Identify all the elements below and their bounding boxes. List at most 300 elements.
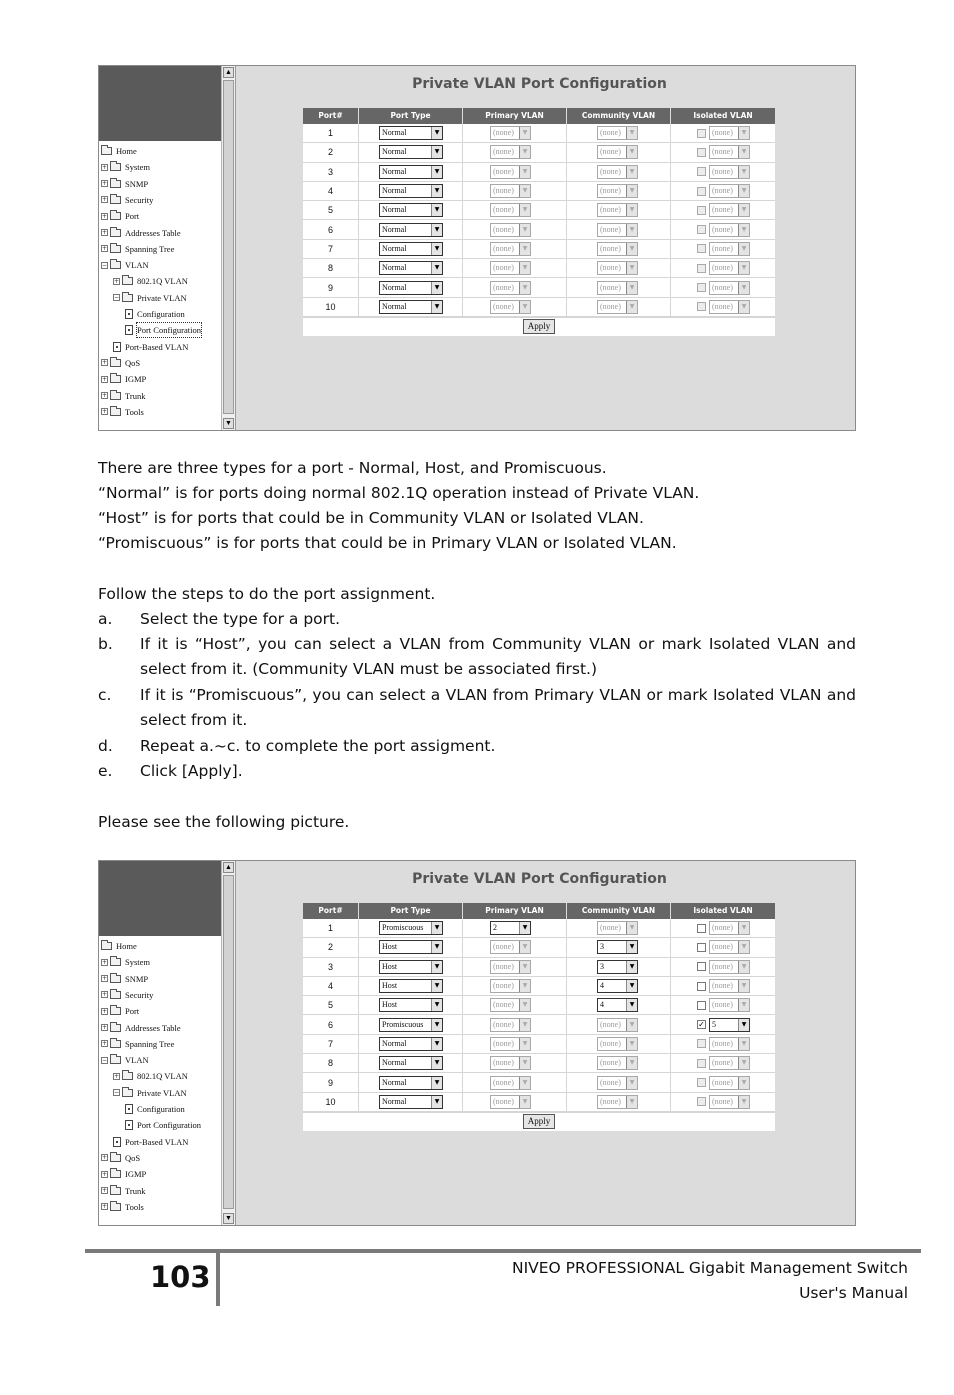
tree-item[interactable]	[101, 1184, 145, 1198]
chevron-down-icon[interactable]: ▼	[431, 941, 442, 953]
isolated-vlan-select[interactable]	[709, 184, 750, 198]
isolated-vlan-cell	[671, 1093, 775, 1111]
tree-item[interactable]	[113, 291, 187, 305]
chevron-down-icon[interactable]: ▼	[626, 1077, 637, 1089]
chevron-down-icon[interactable]: ▼	[431, 1038, 442, 1050]
primary-vlan-select[interactable]	[490, 145, 531, 159]
chevron-down-icon[interactable]: ▼	[738, 922, 749, 934]
expand-icon[interactable]: +	[102, 1040, 108, 1048]
port-type-select[interactable]	[379, 998, 443, 1012]
isolated-checkbox[interactable]	[697, 129, 706, 138]
chevron-down-icon[interactable]: ▼	[738, 146, 749, 158]
tree-item[interactable]	[101, 193, 153, 207]
scroll-down-icon[interactable]: ▼	[223, 1213, 234, 1224]
chevron-down-icon[interactable]: ▼	[626, 243, 637, 255]
port-type-select-value: Normal	[382, 301, 407, 311]
port-type-select[interactable]	[379, 242, 443, 256]
port-type-select[interactable]	[379, 184, 443, 198]
primary-vlan-select[interactable]	[490, 979, 531, 993]
expand-icon[interactable]: +	[102, 975, 108, 983]
tree-item[interactable]	[125, 1102, 185, 1116]
scroll-up-icon[interactable]: ▲	[223, 862, 234, 873]
chevron-down-icon[interactable]: ▼	[431, 999, 442, 1011]
intro-line: “Host” is for ports that could be in Community VLAN or Isolated VLAN.	[98, 509, 644, 527]
port-type-select[interactable]	[379, 126, 443, 140]
isolated-checkbox[interactable]	[697, 187, 706, 196]
chevron-down-icon[interactable]: ▼	[738, 1019, 749, 1031]
port-number: 8	[303, 1054, 359, 1072]
tree-item[interactable]	[101, 988, 153, 1002]
chevron-down-icon[interactable]: ▼	[738, 127, 749, 139]
chevron-down-icon[interactable]: ▼	[519, 1077, 530, 1089]
isolated-vlan-cell	[671, 259, 775, 277]
isolated-checkbox[interactable]	[697, 1039, 706, 1048]
sidebar-scrollbar[interactable]	[221, 66, 235, 430]
isolated-checkbox[interactable]	[697, 1001, 706, 1010]
chevron-down-icon[interactable]: ▼	[738, 961, 749, 973]
primary-vlan-cell	[463, 143, 567, 161]
chevron-down-icon[interactable]: ▼	[738, 1077, 749, 1089]
chevron-down-icon[interactable]: ▼	[431, 980, 442, 992]
chevron-down-icon[interactable]: ▼	[626, 941, 637, 953]
community-vlan-select[interactable]	[597, 1095, 638, 1109]
intro-line: “Promiscuous” is for ports that could be in Primary VLAN or Isolated VLAN.	[98, 534, 677, 552]
port-type-select[interactable]	[379, 979, 443, 993]
primary-vlan-select-value: (none)	[493, 1096, 514, 1106]
isolated-checkbox[interactable]	[697, 225, 706, 234]
tree-item-label: IGMP	[125, 1169, 147, 1180]
sidebar-scrollbar[interactable]	[221, 861, 235, 1225]
collapse-icon[interactable]: −	[102, 1056, 108, 1064]
community-vlan-cell	[567, 298, 671, 316]
primary-vlan-select[interactable]	[490, 960, 531, 974]
isolated-vlan-select-value: (none)	[712, 923, 733, 933]
port-type-select-value: Host	[382, 981, 398, 991]
tree-item-label: Spanning Tree	[125, 243, 175, 254]
primary-vlan-select[interactable]	[490, 998, 531, 1012]
primary-vlan-select[interactable]	[490, 126, 531, 140]
column-header: Primary VLAN	[463, 108, 567, 124]
tree-item[interactable]	[125, 307, 185, 321]
expand-icon[interactable]: +	[114, 1072, 120, 1080]
tree-item[interactable]	[101, 1053, 149, 1067]
chevron-down-icon[interactable]: ▼	[519, 204, 530, 216]
tree-item[interactable]	[101, 356, 140, 370]
chevron-down-icon[interactable]: ▼	[738, 204, 749, 216]
folder-icon	[122, 294, 133, 302]
tree-item[interactable]	[101, 177, 148, 191]
chevron-down-icon[interactable]: ▼	[626, 204, 637, 216]
expand-icon[interactable]: +	[102, 359, 108, 367]
chevron-down-icon[interactable]: ▼	[738, 282, 749, 294]
port-type-select[interactable]	[379, 960, 443, 974]
port-type-select[interactable]	[379, 1018, 443, 1032]
apply-button[interactable]: Apply	[523, 319, 556, 334]
primary-vlan-select[interactable]	[490, 281, 531, 295]
collapse-icon[interactable]: −	[114, 294, 120, 302]
tree-item[interactable]	[125, 1118, 201, 1132]
primary-vlan-select[interactable]	[490, 223, 531, 237]
isolated-checkbox[interactable]	[697, 167, 706, 176]
isolated-vlan-select[interactable]	[709, 1037, 750, 1051]
community-vlan-select[interactable]	[597, 979, 638, 993]
isolated-checkbox[interactable]	[697, 283, 706, 292]
tree-item-label: Tools	[125, 406, 144, 417]
expand-icon[interactable]: +	[102, 212, 108, 220]
tree-item[interactable]	[101, 1200, 144, 1214]
port-type-select[interactable]	[379, 1076, 443, 1090]
footer-line: NIVEO PROFESSIONAL Gigabit Management Switch	[511, 1259, 908, 1277]
chevron-down-icon[interactable]: ▼	[626, 999, 637, 1011]
isolated-checkbox[interactable]	[697, 943, 706, 952]
isolated-checkbox[interactable]	[697, 1078, 706, 1087]
tree-item[interactable]	[113, 340, 188, 354]
chevron-down-icon[interactable]: ▼	[626, 1019, 637, 1031]
chevron-down-icon[interactable]: ▼	[626, 262, 637, 274]
tree-item[interactable]	[101, 389, 145, 403]
port-type-cell	[359, 1093, 463, 1111]
expand-icon[interactable]: +	[102, 180, 108, 188]
isolated-vlan-select[interactable]	[709, 979, 750, 993]
isolated-checkbox[interactable]	[697, 302, 706, 311]
tree-item[interactable]	[101, 1004, 139, 1018]
collapse-icon[interactable]: −	[102, 261, 108, 269]
community-vlan-cell	[567, 938, 671, 956]
chevron-down-icon[interactable]: ▼	[626, 127, 637, 139]
tree-item[interactable]	[113, 274, 188, 288]
chevron-down-icon[interactable]: ▼	[626, 146, 637, 158]
chevron-down-icon[interactable]: ▼	[626, 1038, 637, 1050]
port-type-select-value: Normal	[382, 224, 407, 234]
isolated-vlan-select[interactable]	[709, 960, 750, 974]
expand-icon[interactable]: +	[102, 1154, 108, 1162]
community-vlan-select[interactable]	[597, 165, 638, 179]
expand-icon[interactable]: +	[102, 163, 108, 171]
community-vlan-select[interactable]	[597, 203, 638, 217]
chevron-down-icon[interactable]: ▼	[626, 185, 637, 197]
expand-icon[interactable]: +	[102, 991, 108, 999]
chevron-down-icon[interactable]: ▼	[626, 1096, 637, 1108]
isolated-checkbox[interactable]	[697, 264, 706, 273]
chevron-down-icon[interactable]: ▼	[431, 1077, 442, 1089]
tree-item[interactable]	[101, 405, 144, 419]
tree-item[interactable]	[101, 1037, 174, 1051]
scroll-up-icon[interactable]: ▲	[223, 67, 234, 78]
primary-vlan-select[interactable]	[490, 1056, 531, 1070]
chevron-down-icon[interactable]: ▼	[519, 262, 530, 274]
isolated-checkbox[interactable]	[697, 1059, 706, 1068]
isolated-vlan-select-value: (none)	[712, 166, 733, 176]
community-vlan-select[interactable]	[597, 998, 638, 1012]
port-type-select[interactable]	[379, 281, 443, 295]
community-vlan-select[interactable]	[597, 281, 638, 295]
community-vlan-select[interactable]	[597, 1076, 638, 1090]
chevron-down-icon[interactable]: ▼	[519, 282, 530, 294]
chevron-down-icon[interactable]: ▼	[431, 1096, 442, 1108]
chevron-down-icon[interactable]: ▼	[519, 127, 530, 139]
isolated-vlan-select[interactable]	[709, 1056, 750, 1070]
chevron-down-icon[interactable]: ▼	[431, 204, 442, 216]
port-type-select[interactable]	[379, 940, 443, 954]
port-type-cell	[359, 259, 463, 277]
isolated-vlan-select[interactable]	[709, 261, 750, 275]
port-number: 4	[303, 977, 359, 995]
tree-item[interactable]	[113, 1086, 187, 1100]
isolated-vlan-select[interactable]	[709, 998, 750, 1012]
expand-icon[interactable]: +	[102, 392, 108, 399]
chevron-down-icon[interactable]: ▼	[519, 166, 530, 178]
chevron-down-icon[interactable]: ▼	[431, 185, 442, 197]
community-vlan-select[interactable]	[597, 223, 638, 237]
tree-item[interactable]	[113, 1135, 188, 1149]
apply-row	[303, 1112, 775, 1131]
tree-item[interactable]	[101, 372, 146, 386]
chevron-down-icon[interactable]: ▼	[431, 1019, 442, 1031]
community-vlan-select[interactable]	[597, 1056, 638, 1070]
port-type-select[interactable]	[379, 261, 443, 275]
port-type-select[interactable]	[379, 165, 443, 179]
isolated-vlan-select[interactable]	[709, 281, 750, 295]
isolated-vlan-select[interactable]	[709, 203, 750, 217]
chevron-down-icon[interactable]: ▼	[431, 127, 442, 139]
chevron-down-icon[interactable]: ▼	[519, 980, 530, 992]
port-type-select[interactable]	[379, 1056, 443, 1070]
chevron-down-icon[interactable]: ▼	[519, 941, 530, 953]
community-vlan-select[interactable]	[597, 261, 638, 275]
tree-item[interactable]	[101, 242, 174, 256]
isolated-checkbox[interactable]	[697, 962, 706, 971]
expand-icon[interactable]: +	[102, 245, 108, 253]
primary-vlan-select-value: (none)	[493, 263, 514, 273]
isolated-vlan-select[interactable]	[709, 300, 750, 314]
primary-vlan-cell	[463, 182, 567, 200]
chevron-down-icon[interactable]: ▼	[519, 243, 530, 255]
primary-vlan-select[interactable]	[490, 1095, 531, 1109]
community-vlan-select[interactable]	[597, 126, 638, 140]
isolated-vlan-select-value: (none)	[712, 1058, 733, 1068]
chevron-down-icon[interactable]: ▼	[519, 1057, 530, 1069]
chevron-down-icon[interactable]: ▼	[626, 166, 637, 178]
tree-item[interactable]	[101, 1167, 146, 1181]
primary-vlan-select[interactable]	[490, 1018, 531, 1032]
port-type-select[interactable]	[379, 1037, 443, 1051]
chevron-down-icon[interactable]: ▼	[738, 941, 749, 953]
isolated-checkbox[interactable]	[697, 206, 706, 215]
chevron-down-icon[interactable]: ▼	[431, 243, 442, 255]
tree-item[interactable]	[101, 258, 149, 272]
isolated-checkbox[interactable]	[697, 924, 706, 933]
table-row	[303, 938, 775, 957]
apply-row	[303, 317, 775, 336]
table-row	[303, 996, 775, 1015]
primary-vlan-select[interactable]	[490, 242, 531, 256]
primary-vlan-select[interactable]	[490, 940, 531, 954]
chevron-down-icon[interactable]: ▼	[431, 1057, 442, 1069]
chevron-down-icon[interactable]: ▼	[431, 262, 442, 274]
chevron-down-icon[interactable]: ▼	[738, 243, 749, 255]
chevron-down-icon[interactable]: ▼	[431, 301, 442, 313]
expand-icon[interactable]: +	[102, 1187, 108, 1194]
primary-vlan-select-value: (none)	[493, 1019, 514, 1029]
chevron-down-icon[interactable]: ▼	[626, 301, 637, 313]
port-type-select[interactable]	[379, 223, 443, 237]
chevron-down-icon[interactable]: ▼	[519, 922, 530, 934]
isolated-checkbox[interactable]	[697, 982, 706, 991]
chevron-down-icon[interactable]: ▼	[738, 1057, 749, 1069]
expand-icon[interactable]: +	[102, 375, 108, 383]
sidebar	[99, 861, 236, 1225]
chevron-down-icon[interactable]: ▼	[738, 301, 749, 313]
primary-vlan-cell	[463, 298, 567, 316]
primary-vlan-select[interactable]	[490, 300, 531, 314]
chevron-down-icon[interactable]: ▼	[738, 1038, 749, 1050]
expand-icon[interactable]: +	[102, 958, 108, 966]
tree-item-label: Trunk	[125, 1185, 146, 1196]
primary-vlan-select[interactable]	[490, 165, 531, 179]
scroll-thumb[interactable]	[223, 80, 234, 414]
isolated-vlan-select-value: (none)	[712, 243, 733, 253]
port-type-select-value: Normal	[382, 186, 407, 196]
chevron-down-icon[interactable]: ▼	[626, 1057, 637, 1069]
apply-button[interactable]: Apply	[523, 1114, 556, 1129]
port-type-select[interactable]	[379, 921, 443, 935]
isolated-vlan-select[interactable]	[709, 1076, 750, 1090]
tree-item[interactable]	[101, 1151, 140, 1165]
chevron-down-icon[interactable]: ▼	[738, 224, 749, 236]
chevron-down-icon[interactable]: ▼	[738, 999, 749, 1011]
chevron-down-icon[interactable]: ▼	[738, 166, 749, 178]
community-vlan-select[interactable]	[597, 940, 638, 954]
community-vlan-select[interactable]	[597, 300, 638, 314]
community-vlan-select[interactable]	[597, 242, 638, 256]
collapse-icon[interactable]: −	[114, 1089, 120, 1097]
tree-item[interactable]	[101, 972, 148, 986]
chevron-down-icon[interactable]: ▼	[519, 1038, 530, 1050]
chevron-down-icon[interactable]: ▼	[626, 224, 637, 236]
port-number: 1	[303, 919, 359, 937]
isolated-vlan-select[interactable]	[709, 145, 750, 159]
chevron-down-icon[interactable]: ▼	[738, 980, 749, 992]
community-vlan-select[interactable]	[597, 145, 638, 159]
community-vlan-select[interactable]	[597, 1018, 638, 1032]
expand-icon[interactable]: +	[102, 408, 108, 416]
chevron-down-icon[interactable]: ▼	[519, 1019, 530, 1031]
chevron-down-icon[interactable]: ▼	[431, 146, 442, 158]
table-header	[303, 903, 775, 919]
primary-vlan-select[interactable]	[490, 203, 531, 217]
community-vlan-select[interactable]	[597, 921, 638, 935]
expand-icon[interactable]: +	[102, 1170, 108, 1178]
isolated-checkbox[interactable]: ✓	[698, 1020, 705, 1030]
expand-icon[interactable]: +	[102, 1007, 108, 1015]
chevron-down-icon[interactable]: ▼	[519, 301, 530, 313]
tree-item-label: Tools	[125, 1201, 144, 1212]
folder-icon	[122, 1072, 133, 1080]
tree-item[interactable]	[101, 226, 181, 240]
chevron-down-icon[interactable]: ▼	[519, 146, 530, 158]
community-vlan-select[interactable]	[597, 184, 638, 198]
tree-item[interactable]	[101, 144, 137, 158]
page-title: Private VLAN Port Configuration	[412, 76, 667, 92]
chevron-down-icon[interactable]: ▼	[431, 922, 442, 934]
port-type-select[interactable]	[379, 203, 443, 217]
folder-icon	[110, 408, 121, 416]
isolated-vlan-select[interactable]	[709, 165, 750, 179]
isolated-checkbox[interactable]	[697, 244, 706, 253]
chevron-down-icon[interactable]: ▼	[519, 1096, 530, 1108]
isolated-vlan-select[interactable]	[709, 242, 750, 256]
tree-item[interactable]	[101, 939, 137, 953]
primary-vlan-select[interactable]	[490, 261, 531, 275]
tree-item[interactable]	[101, 955, 150, 969]
tree-item[interactable]	[101, 160, 150, 174]
primary-vlan-select[interactable]	[490, 184, 531, 198]
chevron-down-icon[interactable]: ▼	[626, 961, 637, 973]
scroll-down-icon[interactable]: ▼	[223, 418, 234, 429]
isolated-vlan-cell	[671, 124, 775, 142]
table-row	[303, 1054, 775, 1073]
chevron-down-icon[interactable]: ▼	[519, 961, 530, 973]
port-type-select[interactable]	[379, 1095, 443, 1109]
expand-icon[interactable]: +	[102, 229, 108, 236]
isolated-checkbox[interactable]	[697, 1097, 706, 1106]
expand-icon[interactable]: +	[114, 277, 120, 285]
chevron-down-icon[interactable]: ▼	[626, 282, 637, 294]
primary-vlan-select[interactable]	[490, 921, 531, 935]
chevron-down-icon[interactable]: ▼	[431, 961, 442, 973]
tree-item[interactable]	[101, 1021, 181, 1035]
chevron-down-icon[interactable]: ▼	[519, 999, 530, 1011]
community-vlan-cell	[567, 143, 671, 161]
scroll-thumb[interactable]	[223, 875, 234, 1209]
isolated-vlan-select[interactable]	[709, 223, 750, 237]
port-type-select-value: Promiscuous	[382, 1019, 424, 1029]
chevron-down-icon[interactable]: ▼	[626, 980, 637, 992]
community-vlan-select[interactable]	[597, 1037, 638, 1051]
chevron-down-icon[interactable]: ▼	[738, 262, 749, 274]
primary-vlan-select[interactable]	[490, 1037, 531, 1051]
primary-vlan-select-value: (none)	[493, 224, 514, 234]
tree-item[interactable]	[113, 1069, 188, 1083]
chevron-down-icon[interactable]: ▼	[738, 1096, 749, 1108]
primary-vlan-select-value: (none)	[493, 961, 514, 971]
expand-icon[interactable]: +	[102, 1024, 108, 1031]
isolated-checkbox[interactable]	[697, 148, 706, 157]
primary-vlan-select[interactable]	[490, 1076, 531, 1090]
port-type-select[interactable]	[379, 145, 443, 159]
tree-item[interactable]	[101, 209, 139, 223]
chevron-down-icon[interactable]: ▼	[519, 185, 530, 197]
isolated-vlan-select[interactable]	[709, 126, 750, 140]
isolated-vlan-select[interactable]	[709, 940, 750, 954]
chevron-down-icon[interactable]: ▼	[431, 166, 442, 178]
chevron-down-icon[interactable]: ▼	[431, 224, 442, 236]
port-type-select[interactable]	[379, 300, 443, 314]
primary-vlan-select-value: 2	[493, 923, 497, 933]
chevron-down-icon[interactable]: ▼	[738, 185, 749, 197]
isolated-vlan-select[interactable]	[709, 921, 750, 935]
chevron-down-icon[interactable]: ▼	[626, 922, 637, 934]
tree-item[interactable]	[125, 323, 201, 337]
tree-item-label: VLAN	[125, 260, 149, 271]
community-vlan-select[interactable]	[597, 960, 638, 974]
chevron-down-icon[interactable]: ▼	[431, 282, 442, 294]
isolated-vlan-select[interactable]	[709, 1018, 750, 1032]
isolated-vlan-select[interactable]	[709, 1095, 750, 1109]
expand-icon[interactable]: +	[102, 1203, 108, 1211]
chevron-down-icon[interactable]: ▼	[519, 224, 530, 236]
expand-icon[interactable]: +	[102, 196, 108, 204]
